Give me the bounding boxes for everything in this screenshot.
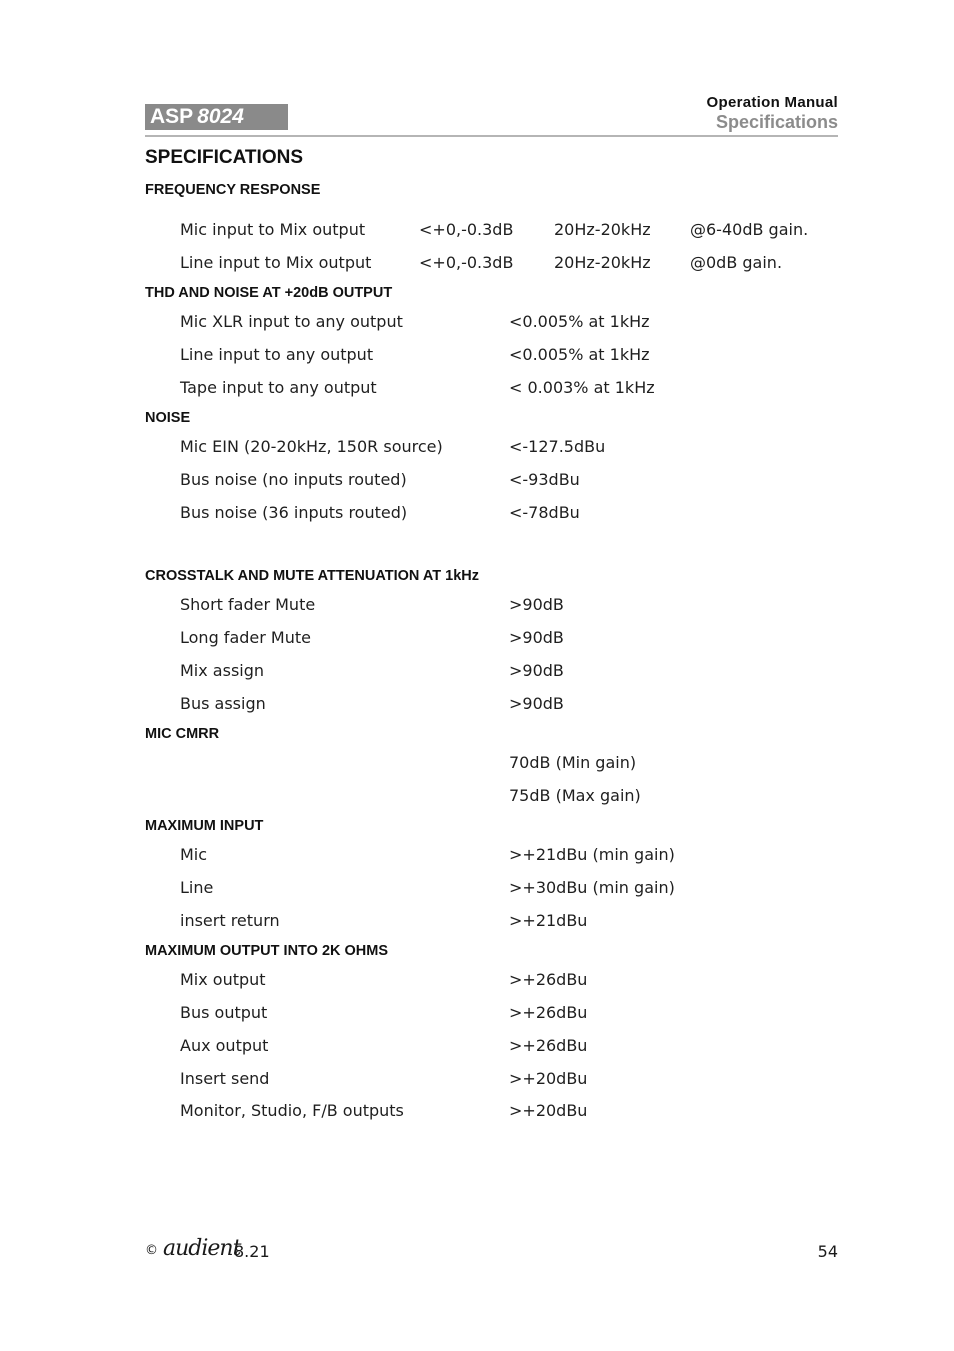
spec-value: >+21dBu xyxy=(509,911,588,930)
spec-label: Mic input to Mix output xyxy=(180,220,366,239)
spec-label: insert return xyxy=(180,911,280,930)
spec-value: >+26dBu xyxy=(509,1036,588,1055)
spec-label: Short fader Mute xyxy=(180,595,316,614)
spec-value: >+20dBu xyxy=(509,1101,588,1120)
spec-value: >+30dBu (min gain) xyxy=(509,878,675,897)
spec-range: 20Hz-20kHz xyxy=(554,220,651,239)
spec-label: Aux output xyxy=(180,1036,269,1055)
spec-label: Bus noise (no inputs routed) xyxy=(180,470,407,489)
spec-label: Bus noise (36 inputs routed) xyxy=(180,503,408,522)
spec-label: Mix output xyxy=(180,970,266,989)
spec-label: Line input to Mix output xyxy=(180,253,372,272)
section-heading: CROSSTALK AND MUTE ATTENUATION AT 1kHz xyxy=(145,568,480,584)
spec-range: 20Hz-20kHz xyxy=(554,253,651,272)
spec-label: Tape input to any output xyxy=(180,378,377,397)
spec-label: Mic EIN (20-20kHz, 150R source) xyxy=(180,437,443,456)
header-divider xyxy=(145,135,838,137)
audient-logo: audient xyxy=(163,1236,241,1261)
spec-value: <0.005% at 1kHz xyxy=(509,345,650,364)
spec-value: <+0,-0.3dB xyxy=(419,253,514,272)
spec-value: 75dB (Max gain) xyxy=(509,786,641,805)
page-number: 54 xyxy=(817,1242,838,1261)
page-title: SPECIFICATIONS xyxy=(145,147,303,168)
spec-label: Monitor, Studio, F/B outputs xyxy=(180,1101,404,1120)
spec-value: >90dB xyxy=(509,595,564,614)
section-heading: NOISE xyxy=(145,410,191,426)
section-heading: FREQUENCY RESPONSE xyxy=(145,182,321,198)
spec-value: >90dB xyxy=(509,628,564,647)
spec-label: Mix assign xyxy=(180,661,265,680)
spec-label: Bus output xyxy=(180,1003,268,1022)
model-number: 8024 xyxy=(197,105,244,128)
section-heading: THD AND NOISE AT +20dB OUTPUT xyxy=(145,285,393,301)
spec-value: < 0.003% at 1kHz xyxy=(509,378,655,397)
spec-value: <0.005% at 1kHz xyxy=(509,312,650,331)
spec-value: >90dB xyxy=(509,661,564,680)
spec-label: Mic XLR input to any output xyxy=(180,312,403,331)
spec-value: >+26dBu xyxy=(509,1003,588,1022)
document-version: 8.21 xyxy=(234,1242,270,1261)
product-logo xyxy=(145,104,288,130)
spec-label: Bus assign xyxy=(180,694,266,713)
spec-label: Mic xyxy=(180,845,208,864)
brand-name: ASP xyxy=(150,105,194,128)
section-heading: MAXIMUM INPUT xyxy=(145,818,264,834)
spec-value: <-127.5dBu xyxy=(509,437,606,456)
spec-condition: @0dB gain. xyxy=(690,253,783,272)
copyright-symbol: © xyxy=(145,1243,158,1258)
spec-label: Long fader Mute xyxy=(180,628,311,647)
spec-label: Insert send xyxy=(180,1069,270,1088)
manual-title: Operation Manual xyxy=(706,94,838,111)
spec-value: <-93dBu xyxy=(509,470,580,489)
spec-value: >+21dBu (min gain) xyxy=(509,845,675,864)
spec-value: <-78dBu xyxy=(509,503,580,522)
spec-condition: @6-40dB gain. xyxy=(690,220,809,239)
section-title: Specifications xyxy=(715,112,838,132)
spec-value: <+0,-0.3dB xyxy=(419,220,514,239)
spec-value: >+20dBu xyxy=(509,1069,588,1088)
spec-value: >90dB xyxy=(509,694,564,713)
spec-value: >+26dBu xyxy=(509,970,588,989)
spec-value: 70dB (Min gain) xyxy=(509,753,637,772)
spec-label: Line input to any output xyxy=(180,345,374,364)
section-heading: MIC CMRR xyxy=(145,726,220,742)
section-heading: MAXIMUM OUTPUT INTO 2K OHMS xyxy=(145,943,389,959)
spec-label: Line xyxy=(180,878,214,897)
